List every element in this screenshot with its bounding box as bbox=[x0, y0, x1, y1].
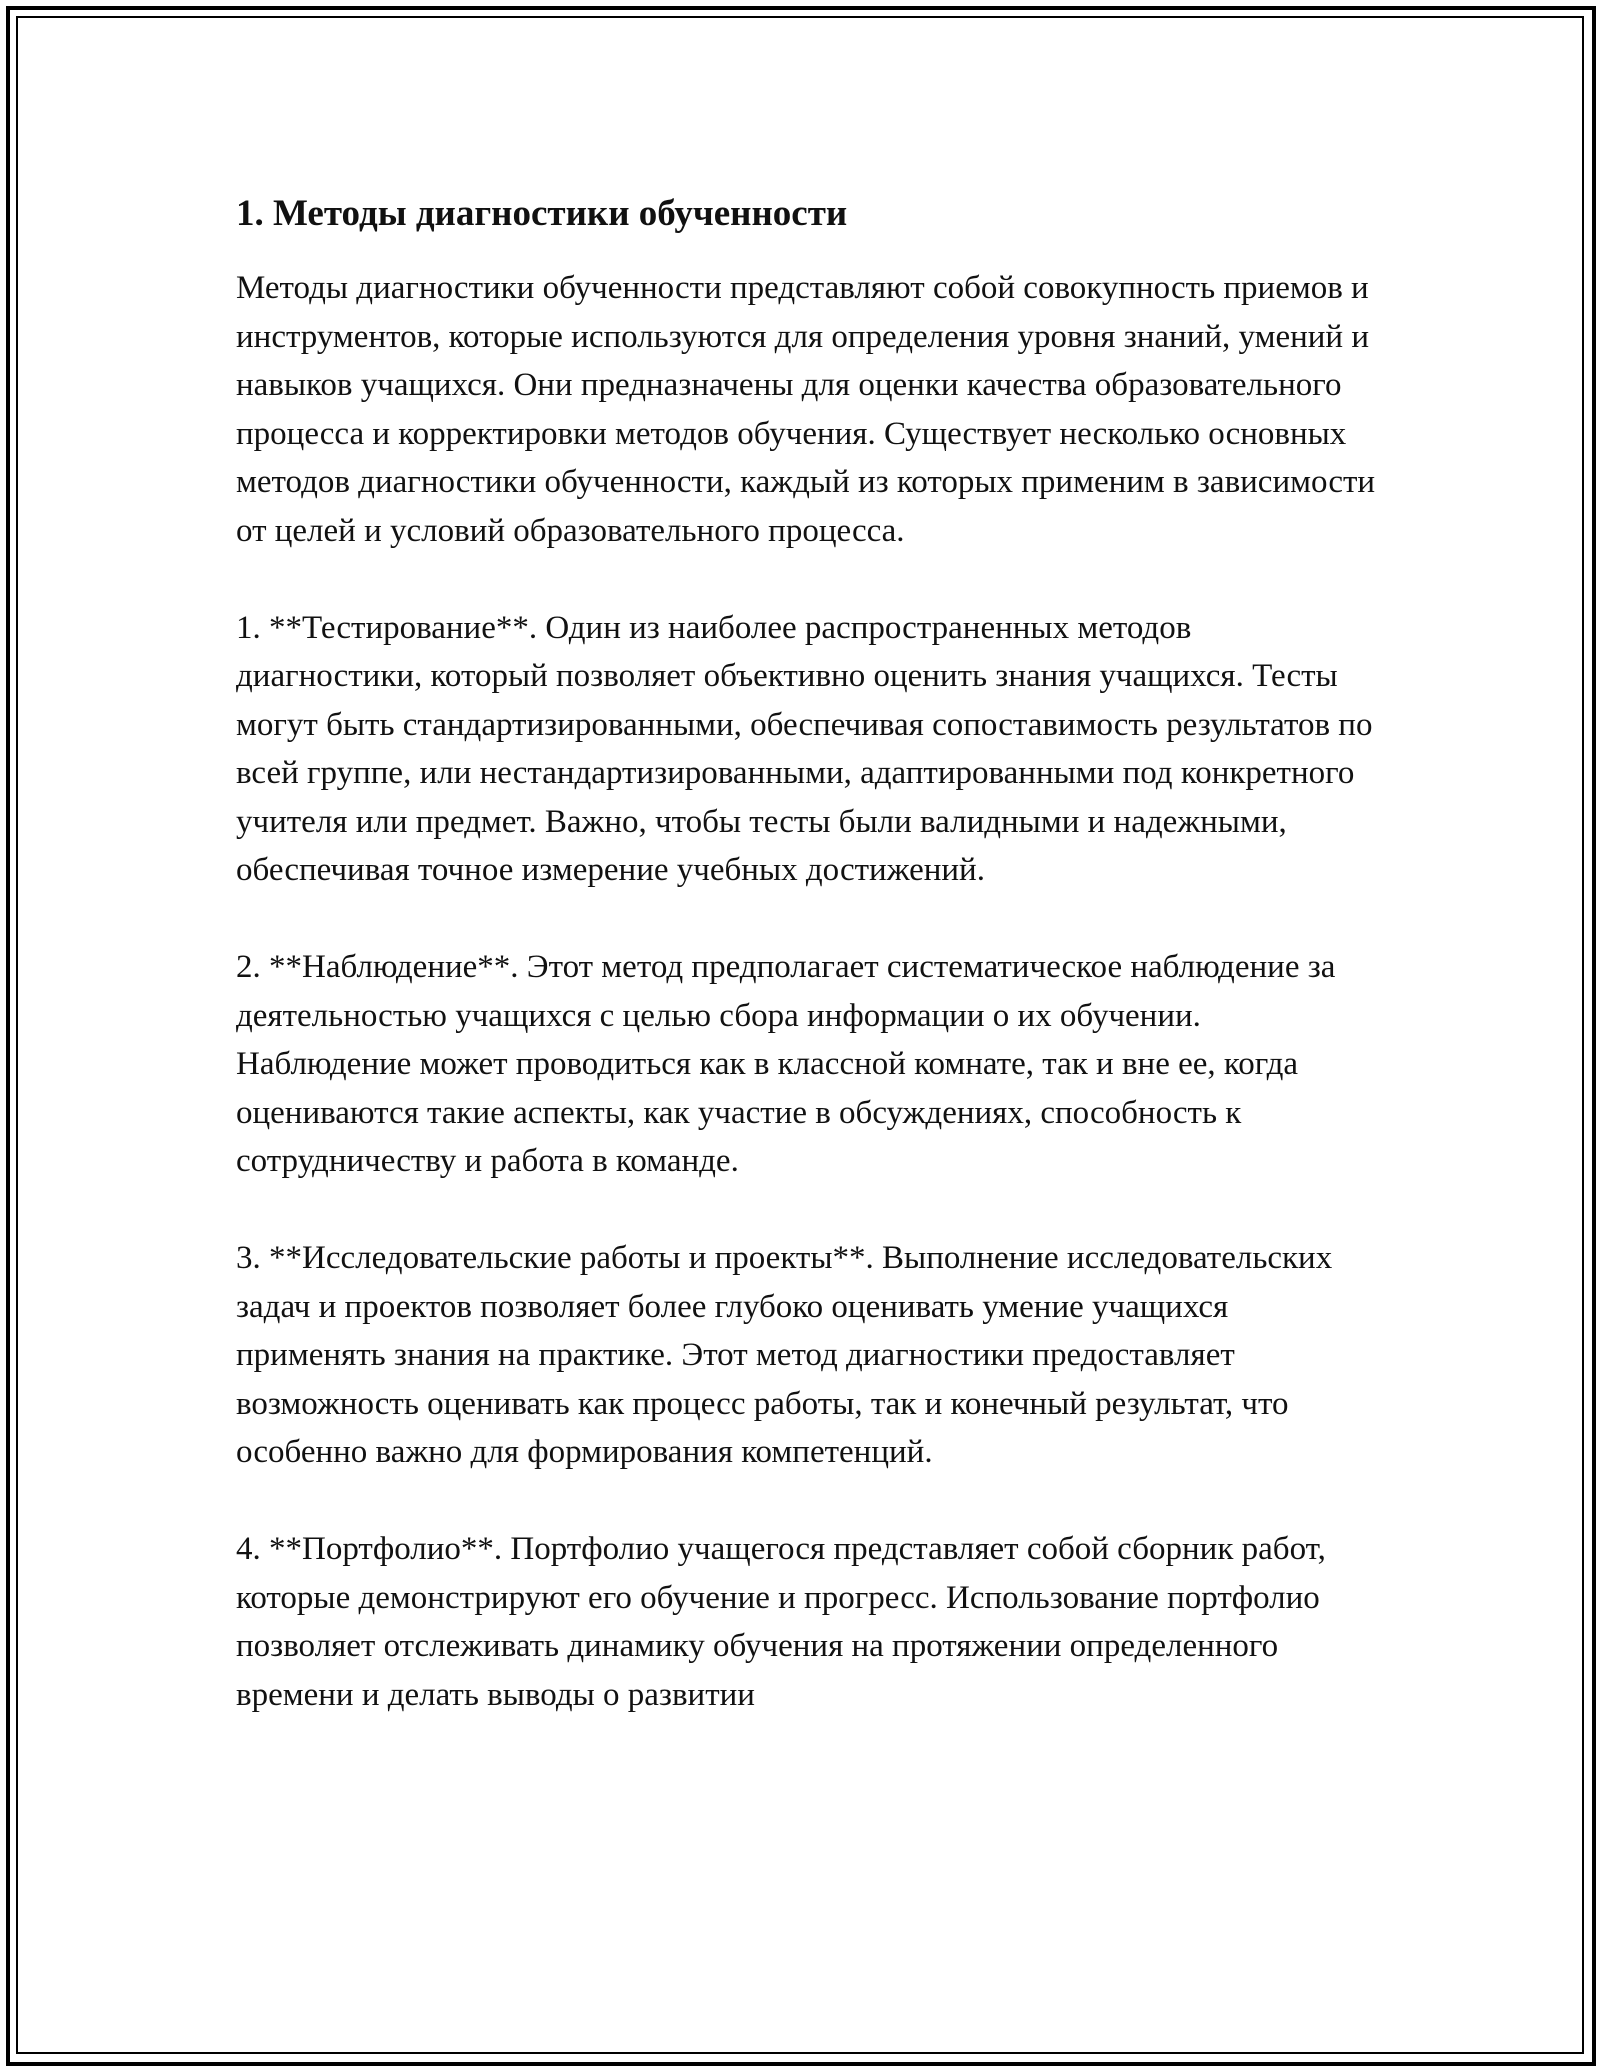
method-testing-paragraph: 1. **Тестирование**. Один из наиболее распространенных методов диагностики, который позволяет объективно оценить знания учащихся. Тесты могут быть стандартизированными, обеспечивая сопоставимость результатов по всей группе, или нестандартизированными, адаптированными под конкретного учителя или предмет. Важно, чтобы тесты были валидными и надежными, обеспечивая точное измерение учебных достижений. bbox=[236, 609, 1373, 888]
method-portfolio-paragraph: 4. **Портфолио**. Портфолио учащегося представляет собой сборник работ, которые демонстрируют его обучение и прогресс. Использование портфолио позволяет отслеживать динамику обучения на протяжении определенного времени и делать выводы о развитии bbox=[236, 1531, 1326, 1713]
method-research-projects-paragraph: 3. **Исследовательские работы и проекты**. Выполнение исследовательских задач и проектов позволяет более глубоко оценивать умение учащихся применять знания на практике. Этот метод диагностики предоставляет возможность оценивать как процесс работы, так и конечный результат, что особенно важно для формирования компетенций. bbox=[236, 1240, 1333, 1470]
section-heading: 1. Методы диагностики обученности bbox=[236, 193, 848, 234]
method-observation-paragraph: 2. **Наблюдение**. Этот метод предполагает систематическое наблюдение за деятельностью учащихся с целью сбора информации о их обучении. Наблюдение может проводиться как в классной комнате, так и вне ее, когда оцениваются такие аспекты, как участие в обсуждениях, способность к сотрудничеству и работа в команде. bbox=[236, 949, 1336, 1179]
intro-paragraph: Методы диагностики обученности представляют собой совокупность приемов и инструментов, которые используются для определения уровня знаний, умений и навыков учащихся. Они предназначены для оценки качества образовательного процесса и корректировки методов обучения. Существует несколько основных методов диагностики обученности, каждый из которых применим в зависимости от целей и условий образовательного процесса. bbox=[236, 270, 1376, 549]
document-body bbox=[236, 190, 1376, 1768]
